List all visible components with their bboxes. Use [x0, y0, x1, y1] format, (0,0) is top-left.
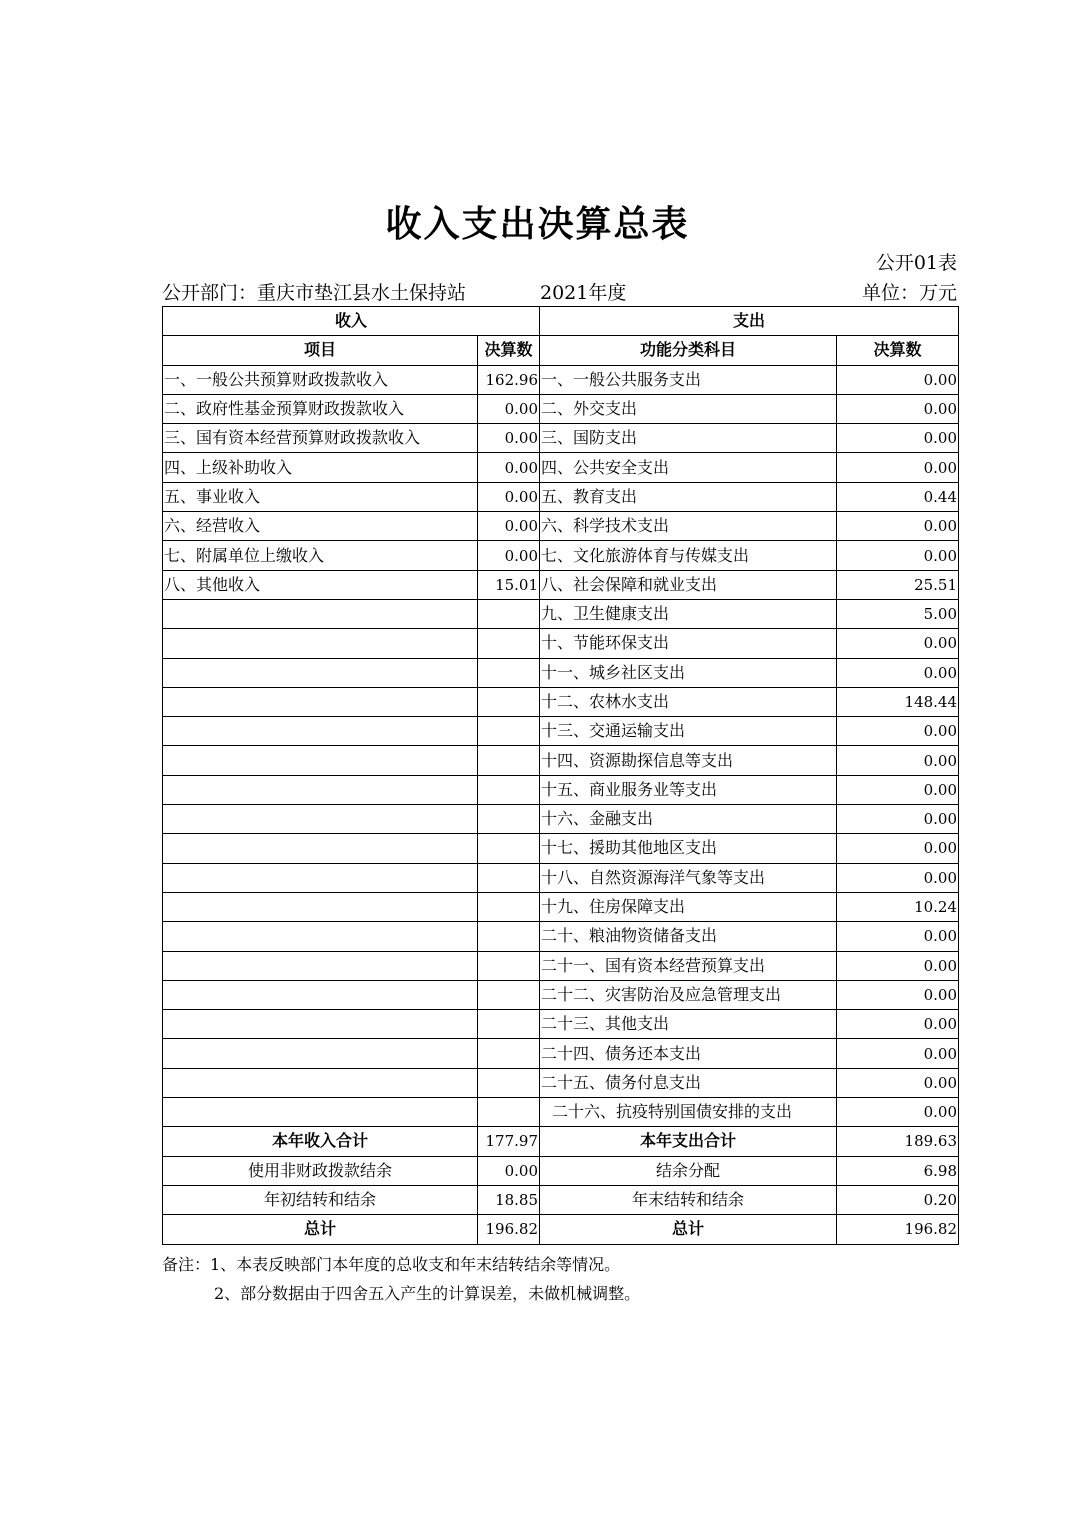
- table-total-row: [163, 1156, 959, 1185]
- expense-amount-cell: 0.00: [837, 980, 959, 1009]
- expense-amount-cell: 0.44: [837, 482, 959, 511]
- expense-amount-cell: 0.00: [837, 1068, 959, 1097]
- column-header-item: 项目: [163, 336, 478, 365]
- expense-amount-cell: 5.00: [837, 599, 959, 628]
- table-row: [163, 1098, 959, 1127]
- expense-amount-cell: 0.00: [837, 541, 959, 570]
- income-header: 收入: [163, 307, 540, 336]
- expense-amount-cell: 0.00: [837, 365, 959, 394]
- table-row: [163, 687, 959, 716]
- expense-amount-cell: 0.00: [837, 1098, 959, 1127]
- income-item-cell: [163, 863, 478, 892]
- income-item-cell: 四、上级补助收入: [163, 453, 478, 482]
- table-row: [163, 512, 959, 541]
- table-row: [163, 805, 959, 834]
- table-group-header-row: [163, 307, 959, 336]
- income-amount-cell: 15.01: [478, 570, 540, 599]
- income-item-cell: 六、经营收入: [163, 512, 478, 541]
- income-item-cell: [163, 922, 478, 951]
- expense-amount-cell: 0.00: [837, 863, 959, 892]
- expense-item-cell: 九、卫生健康支出: [540, 599, 837, 628]
- department-name: 重庆市垫江县水土保持站: [257, 282, 467, 304]
- expense-item-cell: 二、外交支出: [540, 394, 837, 423]
- table-row: [163, 599, 959, 628]
- income-item-cell: [163, 805, 478, 834]
- income-item-cell: [163, 1010, 478, 1039]
- income-item-cell: 二、政府性基金预算财政拨款收入: [163, 394, 478, 423]
- total-expense-amount: 0.20: [837, 1185, 959, 1214]
- total-income-amount: 18.85: [478, 1185, 540, 1214]
- income-item-cell: [163, 629, 478, 658]
- table-row: [163, 863, 959, 892]
- expense-item-cell: 十六、金融支出: [540, 805, 837, 834]
- income-amount-cell: [478, 922, 540, 951]
- income-amount-cell: 0.00: [478, 394, 540, 423]
- total-income-label: 总计: [163, 1215, 478, 1244]
- department: [162, 278, 466, 305]
- table-row: [163, 1068, 959, 1097]
- income-item-cell: [163, 951, 478, 980]
- expense-amount-cell: 0.00: [837, 834, 959, 863]
- income-item-cell: 八、其他收入: [163, 570, 478, 599]
- form-number: 公开01表: [875, 252, 957, 274]
- table-row: [163, 922, 959, 951]
- expense-amount-cell: 0.00: [837, 922, 959, 951]
- column-header-amount: 决算数: [478, 336, 540, 365]
- income-item-cell: 三、国有资本经营预算财政拨款收入: [163, 424, 478, 453]
- expense-amount-cell: 25.51: [837, 570, 959, 599]
- income-amount-cell: 0.00: [478, 453, 540, 482]
- expense-item-cell: 二十四、债务还本支出: [540, 1039, 837, 1068]
- expense-amount-cell: 0.00: [837, 424, 959, 453]
- total-income-label: 年初结转和结余: [163, 1185, 478, 1214]
- expense-amount-cell: 0.00: [837, 1010, 959, 1039]
- income-amount-cell: [478, 746, 540, 775]
- table-row: [163, 658, 959, 687]
- expense-item-cell: 二十三、其他支出: [540, 1010, 837, 1039]
- income-item-cell: 七、附属单位上缴收入: [163, 541, 478, 570]
- income-amount-cell: [478, 687, 540, 716]
- income-item-cell: [163, 599, 478, 628]
- expense-item-cell: 十八、自然资源海洋气象等支出: [540, 863, 837, 892]
- income-amount-cell: [478, 834, 540, 863]
- income-amount-cell: 0.00: [478, 541, 540, 570]
- expense-item-cell: 五、教育支出: [540, 482, 837, 511]
- income-item-cell: [163, 717, 478, 746]
- income-amount-cell: [478, 1068, 540, 1097]
- table-row: [163, 951, 959, 980]
- income-amount-cell: 162.96: [478, 365, 540, 394]
- expense-amount-cell: 0.00: [837, 717, 959, 746]
- total-expense-amount: 196.82: [837, 1215, 959, 1244]
- table-row: [163, 1039, 959, 1068]
- table-total-row: [163, 1215, 959, 1244]
- table-row: [163, 394, 959, 423]
- table-row: [163, 1010, 959, 1039]
- income-item-cell: [163, 834, 478, 863]
- expense-item-cell: 十五、商业服务业等支出: [540, 775, 837, 804]
- expense-amount-cell: 0.00: [837, 629, 959, 658]
- department-label: 公开部门：: [162, 282, 258, 304]
- income-item-cell: [163, 1098, 478, 1127]
- expense-item-cell: 二十五、债务付息支出: [540, 1068, 837, 1097]
- expense-item-cell: 一、一般公共服务支出: [540, 365, 837, 394]
- table-row: [163, 424, 959, 453]
- expense-item-cell: 十二、农林水支出: [540, 687, 837, 716]
- budget-table: [162, 306, 959, 1245]
- expense-item-cell: 十四、资源勘探信息等支出: [540, 746, 837, 775]
- table-total-row: [163, 1127, 959, 1156]
- expense-amount-cell: 0.00: [837, 805, 959, 834]
- income-item-cell: [163, 980, 478, 1009]
- table-row: [163, 541, 959, 570]
- income-item-cell: [163, 1068, 478, 1097]
- expense-item-cell: 十三、交通运输支出: [540, 717, 837, 746]
- expense-item-cell: 六、科学技术支出: [540, 512, 837, 541]
- income-amount-cell: [478, 805, 540, 834]
- table-row: [163, 365, 959, 394]
- table-row: [163, 570, 959, 599]
- table-row: [163, 453, 959, 482]
- income-amount-cell: [478, 775, 540, 804]
- table-row: [163, 717, 959, 746]
- income-amount-cell: 0.00: [478, 512, 540, 541]
- total-income-amount: 177.97: [478, 1127, 540, 1156]
- total-expense-amount: 189.63: [837, 1127, 959, 1156]
- notes: [162, 1250, 640, 1308]
- table-total-row: [163, 1185, 959, 1214]
- income-item-cell: 一、一般公共预算财政拨款收入: [163, 365, 478, 394]
- table-row: [163, 834, 959, 863]
- income-amount-cell: [478, 629, 540, 658]
- expense-item-cell: 十九、住房保障支出: [540, 892, 837, 921]
- column-header-function: 功能分类科目: [540, 336, 837, 365]
- unit-label: 单位：万元: [861, 282, 957, 304]
- income-item-cell: [163, 658, 478, 687]
- expense-amount-cell: 0.00: [837, 394, 959, 423]
- income-item-cell: [163, 1039, 478, 1068]
- meta-row: [162, 278, 957, 306]
- expense-amount-cell: 0.00: [837, 951, 959, 980]
- income-item-cell: [163, 775, 478, 804]
- table-row: [163, 746, 959, 775]
- income-amount-cell: [478, 1010, 540, 1039]
- total-expense-amount: 6.98: [837, 1156, 959, 1185]
- income-amount-cell: [478, 717, 540, 746]
- total-income-amount: 196.82: [478, 1215, 540, 1244]
- page-title: 收入支出决算总表: [385, 204, 690, 245]
- expense-item-cell: 八、社会保障和就业支出: [540, 570, 837, 599]
- total-income-amount: 0.00: [478, 1156, 540, 1185]
- expense-item-cell: 二十二、灾害防治及应急管理支出: [540, 980, 837, 1009]
- total-expense-label: 结余分配: [540, 1156, 837, 1185]
- table-column-header-row: [163, 336, 959, 365]
- expense-item-cell: 七、文化旅游体育与传媒支出: [540, 541, 837, 570]
- income-amount-cell: [478, 1098, 540, 1127]
- income-amount-cell: [478, 980, 540, 1009]
- fiscal-year: 2021年度: [540, 282, 627, 304]
- note-2: 2、部分数据由于四舍五入产生的计算误差，未做机械调整。: [214, 1284, 641, 1303]
- expense-item-cell: 二十六、抗疫特别国债安排的支出: [540, 1098, 837, 1127]
- income-item-cell: 五、事业收入: [163, 482, 478, 511]
- expense-amount-cell: 0.00: [837, 658, 959, 687]
- total-expense-label: 本年支出合计: [540, 1127, 837, 1156]
- expense-item-cell: 二十一、国有资本经营预算支出: [540, 951, 837, 980]
- total-income-label: 使用非财政拨款结余: [163, 1156, 478, 1185]
- expense-amount-cell: 0.00: [837, 512, 959, 541]
- table-row: [163, 482, 959, 511]
- income-amount-cell: [478, 658, 540, 687]
- income-amount-cell: [478, 951, 540, 980]
- expense-item-cell: 三、国防支出: [540, 424, 837, 453]
- income-amount-cell: 0.00: [478, 482, 540, 511]
- total-expense-label: 年末结转和结余: [540, 1185, 837, 1214]
- expense-item-cell: 二十、粮油物资储备支出: [540, 922, 837, 951]
- expense-item-cell: 十、节能环保支出: [540, 629, 837, 658]
- total-expense-label: 总计: [540, 1215, 837, 1244]
- total-income-label: 本年收入合计: [163, 1127, 478, 1156]
- expense-item-cell: 十一、城乡社区支出: [540, 658, 837, 687]
- expense-amount-cell: 148.44: [837, 687, 959, 716]
- income-amount-cell: [478, 863, 540, 892]
- expense-amount-cell: 0.00: [837, 746, 959, 775]
- income-item-cell: [163, 687, 478, 716]
- expense-header: 支出: [540, 307, 959, 336]
- column-header-amount-2: 决算数: [837, 336, 959, 365]
- income-item-cell: [163, 746, 478, 775]
- income-amount-cell: [478, 1039, 540, 1068]
- income-amount-cell: 0.00: [478, 424, 540, 453]
- income-amount-cell: [478, 599, 540, 628]
- expense-amount-cell: 0.00: [837, 775, 959, 804]
- expense-item-cell: 四、公共安全支出: [540, 453, 837, 482]
- table-row: [163, 980, 959, 1009]
- table-row: [163, 629, 959, 658]
- income-amount-cell: [478, 892, 540, 921]
- table-row: [163, 775, 959, 804]
- expense-amount-cell: 10.24: [837, 892, 959, 921]
- table-row: [163, 892, 959, 921]
- note-1: 备注：1、本表反映部门本年度的总收支和年末结转结余等情况。: [162, 1255, 621, 1274]
- income-item-cell: [163, 892, 478, 921]
- expense-item-cell: 十七、援助其他地区支出: [540, 834, 837, 863]
- expense-amount-cell: 0.00: [837, 1039, 959, 1068]
- expense-amount-cell: 0.00: [837, 453, 959, 482]
